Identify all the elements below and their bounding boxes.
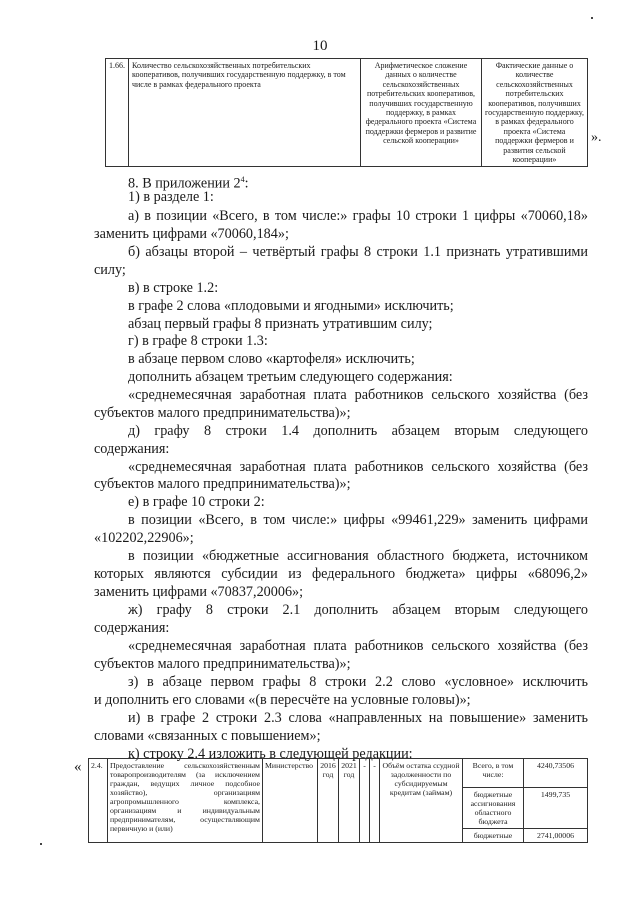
text-line: з) в абзаце первом графы 8 строки 2.2 слово «условное» исключить xyxy=(128,674,588,690)
text-line: содержания: xyxy=(94,441,170,457)
text-line: субъектов малого предпринимательства)»; xyxy=(94,405,351,421)
funding-total-label: Всего, в том числе: xyxy=(463,759,523,788)
text-line: словами «связанных с повышением»; xyxy=(94,728,321,744)
table-cell-number: 2.4. xyxy=(89,759,108,843)
text-line: содержания: xyxy=(94,620,170,636)
text-line: в позиции «бюджетные ассигнования областного бюджета, источником xyxy=(128,548,588,564)
scan-speck xyxy=(591,17,593,19)
text-line: д) графу 8 строки 1.4 дополнить абзацем вторым следующего xyxy=(128,423,588,439)
text-line: абзац первый графы 8 признать утратившим силу; xyxy=(128,316,433,332)
paragraph-heading: 8. В приложении $2^4$: xyxy=(128,175,249,192)
table-cell-dash: - xyxy=(360,759,370,843)
table-cell-source: Фактические данные о количестве сельскохозяйственных потребительских кооперативов, получивших государственную поддержку, в рамках федерального проекта «Система поддержки фермеров и развития сельской кооперации» xyxy=(482,59,588,167)
text-line: силу; xyxy=(94,262,126,278)
text-line: «среднемесячная заработная плата работников сельского хозяйства (без xyxy=(128,459,588,475)
table-cell-funding-sources xyxy=(463,759,524,843)
opening-quote: « xyxy=(74,759,82,775)
text-line: дополнить абзацем третьим следующего содержания: xyxy=(128,369,453,385)
text-line: а) в позиции «Всего, в том числе:» графы 10 строки 1 цифры «70060,18» xyxy=(128,208,588,224)
value-total: 4240,73506 xyxy=(524,759,587,788)
text-line: и дополнить его словами «(в пересчёте на условные головы)»; xyxy=(94,692,471,708)
table-cell-dash: - xyxy=(370,759,380,843)
table-cell-indicator-name: Количество сельскохозяйственных потребительских кооперативов, получивших государственную поддержку, в том числе в рамках федерального проекта xyxy=(129,59,361,167)
table-cell-funding-values xyxy=(524,759,588,843)
indicator-table-row-1-66 xyxy=(105,58,588,167)
text-line: субъектов малого предпринимательства)»; xyxy=(94,656,351,672)
text-line: к) строку 2.4 изложить в следующей редакции: xyxy=(128,746,413,762)
text-line: г) в графе 8 строки 1.3: xyxy=(128,333,268,349)
text-line: «102202,22906»; xyxy=(94,530,194,546)
table-cell-method: Арифметическое сложение данных о количестве сельскохозяйственных потребительских кооперативов, получивших государственную поддержку, в рамках федерального проекта «Система поддержки фермеров и развитие сельской кооперации» xyxy=(361,59,482,167)
event-table-row-2-4 xyxy=(88,758,588,843)
text-line: заменить цифрами «70837,20006»; xyxy=(94,584,304,600)
text-line: «среднемесячная заработная плата работников сельского хозяйства (без xyxy=(128,387,588,403)
table-cell-event-name: Предоставление сельскохозяйственным товаропроизводителям (за исключением граждан, ведущих личное подсобное хозяйство), организациям агропромышленного комплекса, организациям и индивидуальным предпринимателям, осуществляющим первичную и (или) xyxy=(108,759,263,843)
text-line: субъектов малого предпринимательства)»; xyxy=(94,476,351,492)
scan-speck xyxy=(40,843,42,845)
text-line: в графе 2 слова «плодовыми и ягодными» исключить; xyxy=(128,298,454,314)
text-line: б) абзацы второй – четвёртый графы 8 строки 1.1 признать утратившими xyxy=(128,244,588,260)
text-line: в абзаце первом слово «картофеля» исключить; xyxy=(128,351,415,367)
text-line: и) в графе 2 строки 2.3 слова «направленных на повышение» заменить xyxy=(128,710,588,726)
text-line: которых являются субсидии из федерального бюджета» цифры «68096,2» xyxy=(94,566,588,582)
table-cell-number: 1.66. xyxy=(106,59,129,167)
text-line: заменить цифрами «70060,184»; xyxy=(94,226,289,242)
text-line: в позиции «Всего, в том числе:» цифры «99461,229» заменить цифрами xyxy=(128,512,588,528)
table-cell-executor: Министерство xyxy=(263,759,318,843)
closing-quote: ». xyxy=(591,130,602,145)
funding-budget-label: бюджетные xyxy=(473,831,513,840)
text-line: ж) графу 8 строки 2.1 дополнить абзацем вторым следующего xyxy=(128,602,588,618)
value-budget: 2741,00006 xyxy=(536,831,575,840)
page-number: 10 xyxy=(312,38,328,54)
text-line: «среднемесячная заработная плата работников сельского хозяйства (без xyxy=(128,638,588,654)
table-cell-year-start: 2016 год xyxy=(318,759,339,843)
table-cell-indicator: Объём остатка ссудной задолженности по субсидируемым кредитам (займам) xyxy=(380,759,463,843)
text-line: е) в графе 10 строки 2: xyxy=(128,494,265,510)
funding-regional-label: бюджетные ассигнования областного бюджета xyxy=(463,788,523,829)
text-line: в) в строке 1.2: xyxy=(128,280,219,296)
text-line: 1) в разделе 1: xyxy=(128,189,214,205)
table-cell-year-end: 2021 год xyxy=(339,759,360,843)
value-regional: 1499,735 xyxy=(524,788,587,829)
